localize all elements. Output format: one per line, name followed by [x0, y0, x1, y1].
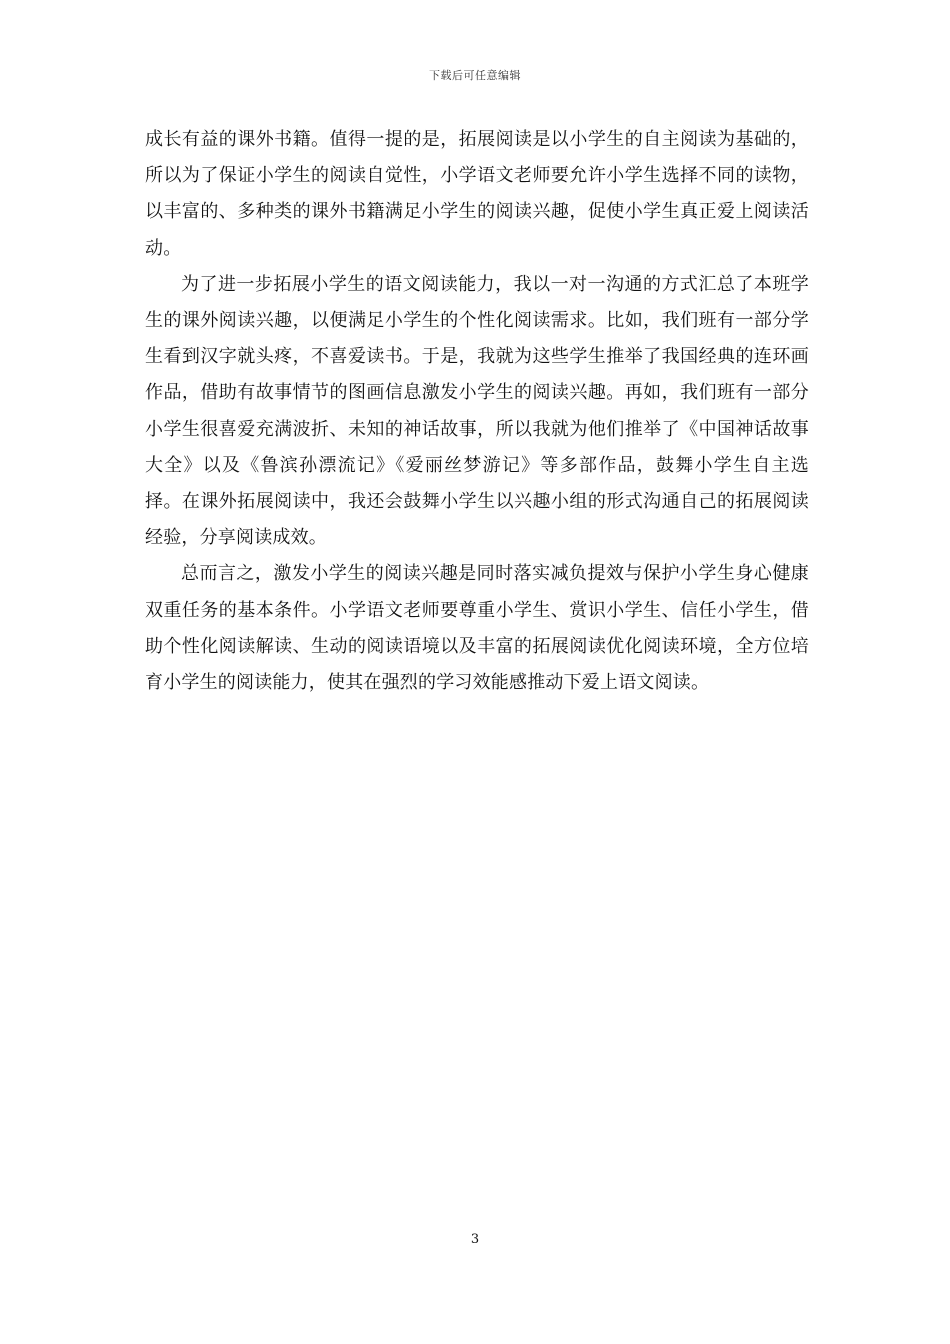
paragraph-conclusion: 总而言之，激发小学生的阅读兴趣是同时落实减负提效与保护小学生身心健康双重任务的基本条件。小学语文老师要尊重小学生、赏识小学生、信任小学生，借助个性化阅读解读、生动的阅读语境以及丰富的拓展阅读优化阅读环境，全方位培育小学生的阅读能力，使其在强烈的学习效能感推动下爱上语文阅读。 [145, 563, 809, 694]
paragraph-continued: 成长有益的课外书籍。值得一提的是，拓展阅读是以小学生的自主阅读为基础的，所以为了保证小学生的阅读自觉性，小学语文老师要允许小学生选择不同的读物，以丰富的、多种类的课外书籍满足小学生的阅读兴趣，促使小学生真正爱上阅读活动。 [145, 129, 809, 259]
page-header: 下载后可任意编辑 [429, 69, 521, 82]
body-text [145, 122, 809, 701]
page-number: 3 [470, 1232, 480, 1247]
paragraph-reading-interest: 为了进一步拓展小学生的语文阅读能力，我以一对一沟通的方式汇总了本班学生的课外阅读兴趣，以便满足小学生的个性化阅读需求。比如，我们班有一部分学生看到汉字就头疼，不喜爱读书。于是，我就为这些学生推举了我国经典的连环画作品，借助有故事情节的图画信息激发小学生的阅读兴趣。再如，我们班有一部分小学生很喜爱充满波折、未知的神话故事，所以我就为他们推举了《中国神话故事大全》以及《鲁滨孙漂流记》《爱丽丝梦游记》等多部作品，鼓舞小学生自主选择。在课外拓展阅读中，我还会鼓舞小学生以兴趣小组的形式沟通自己的拓展阅读经验，分享阅读成效。 [145, 273, 809, 549]
